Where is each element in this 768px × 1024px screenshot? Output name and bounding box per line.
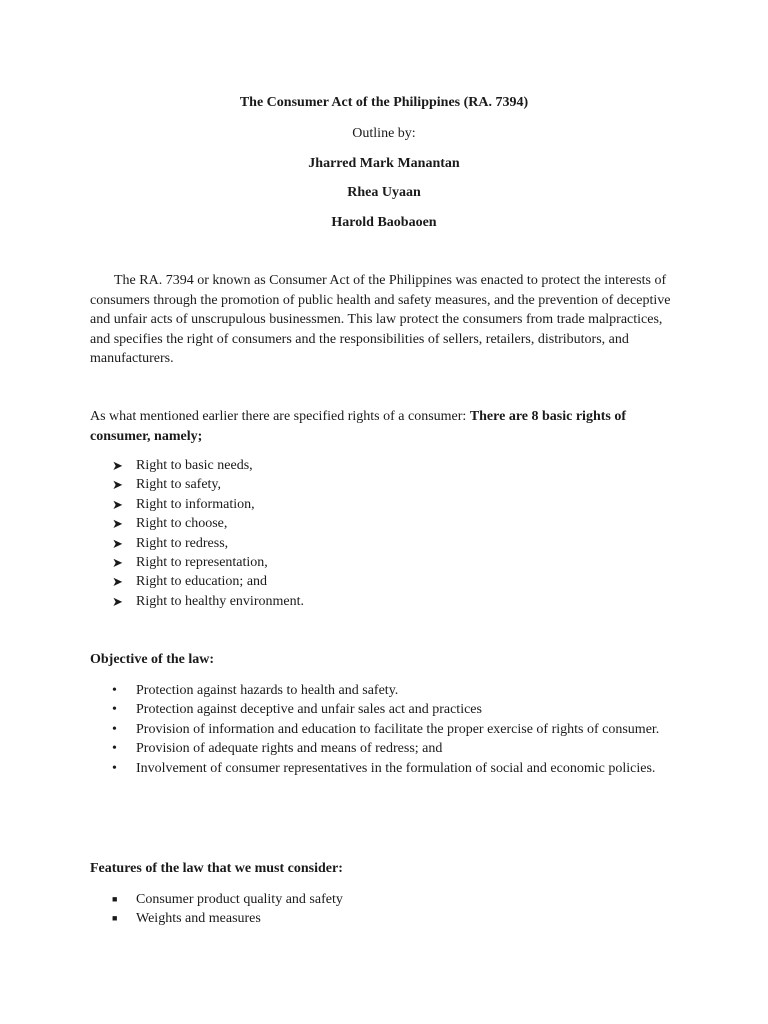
features-list bbox=[90, 890, 678, 929]
list-item bbox=[90, 739, 678, 758]
list-item bbox=[90, 553, 678, 572]
list-item bbox=[90, 534, 678, 553]
list-item-text: Right to representation, bbox=[136, 555, 268, 571]
list-item-text: Right to redress, bbox=[136, 535, 229, 551]
objective-heading: Objective of the law: bbox=[90, 652, 215, 667]
list-item bbox=[90, 890, 678, 909]
list-item bbox=[90, 759, 678, 778]
arrow-bullet-icon: ➤ bbox=[112, 477, 123, 493]
consumer-rights-list bbox=[90, 456, 678, 611]
list-item bbox=[90, 909, 678, 928]
intro-paragraph: The RA. 7394 or known as Consumer Act of the Philippines was enacted to protect the interests of consumers through the promotion of public health and safety measures, and the prevention of deceptive and unfair acts of unscrupulous businessmen. This law protect the consumers from trade malpractices, and specifies the right of consumers and the responsibilities of sellers, retailers, distributors, and manufacturers. bbox=[90, 273, 671, 366]
rights-lead-paragraph bbox=[90, 407, 678, 446]
features-heading: Features of the law that we must consider: bbox=[90, 861, 343, 876]
list-item-text: Right to information, bbox=[136, 496, 255, 512]
list-item bbox=[90, 700, 678, 719]
list-item-text: Weights and measures bbox=[136, 911, 261, 927]
list-item-text: Involvement of consumer representatives in the formulation of social and economic policies. bbox=[136, 760, 656, 776]
arrow-bullet-icon: ➤ bbox=[112, 496, 123, 512]
list-item bbox=[90, 456, 678, 475]
list-item-text: Provision of information and education to facilitate the proper exercise of rights of consumer. bbox=[136, 721, 660, 737]
list-item-text: Protection against deceptive and unfair sales act and practices bbox=[136, 702, 482, 718]
list-item-text: Right to safety, bbox=[136, 477, 222, 493]
list-item-text: Right to choose, bbox=[136, 516, 228, 532]
list-item-text: Right to basic needs, bbox=[136, 458, 253, 473]
list-item-text: Right to healthy environment. bbox=[136, 593, 304, 609]
list-item bbox=[90, 475, 678, 494]
arrow-bullet-icon: ➤ bbox=[112, 574, 123, 590]
dot-bullet-icon: • bbox=[112, 702, 117, 718]
list-item bbox=[90, 514, 678, 533]
list-item-text: Right to education; and bbox=[136, 574, 268, 590]
list-item bbox=[90, 495, 678, 514]
dot-bullet-icon: • bbox=[112, 741, 117, 757]
author-name: Rhea Uyaan bbox=[347, 185, 421, 200]
arrow-bullet-icon: ➤ bbox=[112, 535, 123, 551]
arrow-bullet-icon: ➤ bbox=[112, 458, 123, 473]
list-item bbox=[90, 720, 678, 739]
list-item bbox=[90, 572, 678, 591]
objectives-list bbox=[90, 681, 678, 778]
rights-lead-text: As what mentioned earlier there are specified rights of a consumer: bbox=[90, 409, 470, 424]
dot-bullet-icon: • bbox=[112, 721, 117, 737]
dot-bullet-icon: • bbox=[112, 683, 117, 698]
dot-bullet-icon: • bbox=[112, 760, 117, 776]
rights-lead-bold-text: There are 8 basic rights of consumer, namely; bbox=[90, 409, 626, 444]
outline-by-label: Outline by: bbox=[352, 126, 416, 141]
arrow-bullet-icon: ➤ bbox=[112, 593, 123, 609]
list-item-text: Protection against hazards to health and safety. bbox=[136, 683, 399, 698]
arrow-bullet-icon: ➤ bbox=[112, 555, 123, 571]
author-name: Harold Baobaoen bbox=[331, 215, 437, 230]
list-item bbox=[90, 592, 678, 611]
square-bullet-icon: ■ bbox=[112, 894, 118, 904]
list-item bbox=[90, 681, 678, 700]
list-item-text: Provision of adequate rights and means of redress; and bbox=[136, 741, 443, 757]
document-title: The Consumer Act of the Philippines (RA. 7394) bbox=[239, 95, 529, 110]
list-item-text: Consumer product quality and safety bbox=[136, 892, 343, 907]
square-bullet-icon: ■ bbox=[112, 913, 118, 924]
author-name: Jharred Mark Manantan bbox=[308, 156, 460, 171]
arrow-bullet-icon: ➤ bbox=[112, 516, 123, 532]
